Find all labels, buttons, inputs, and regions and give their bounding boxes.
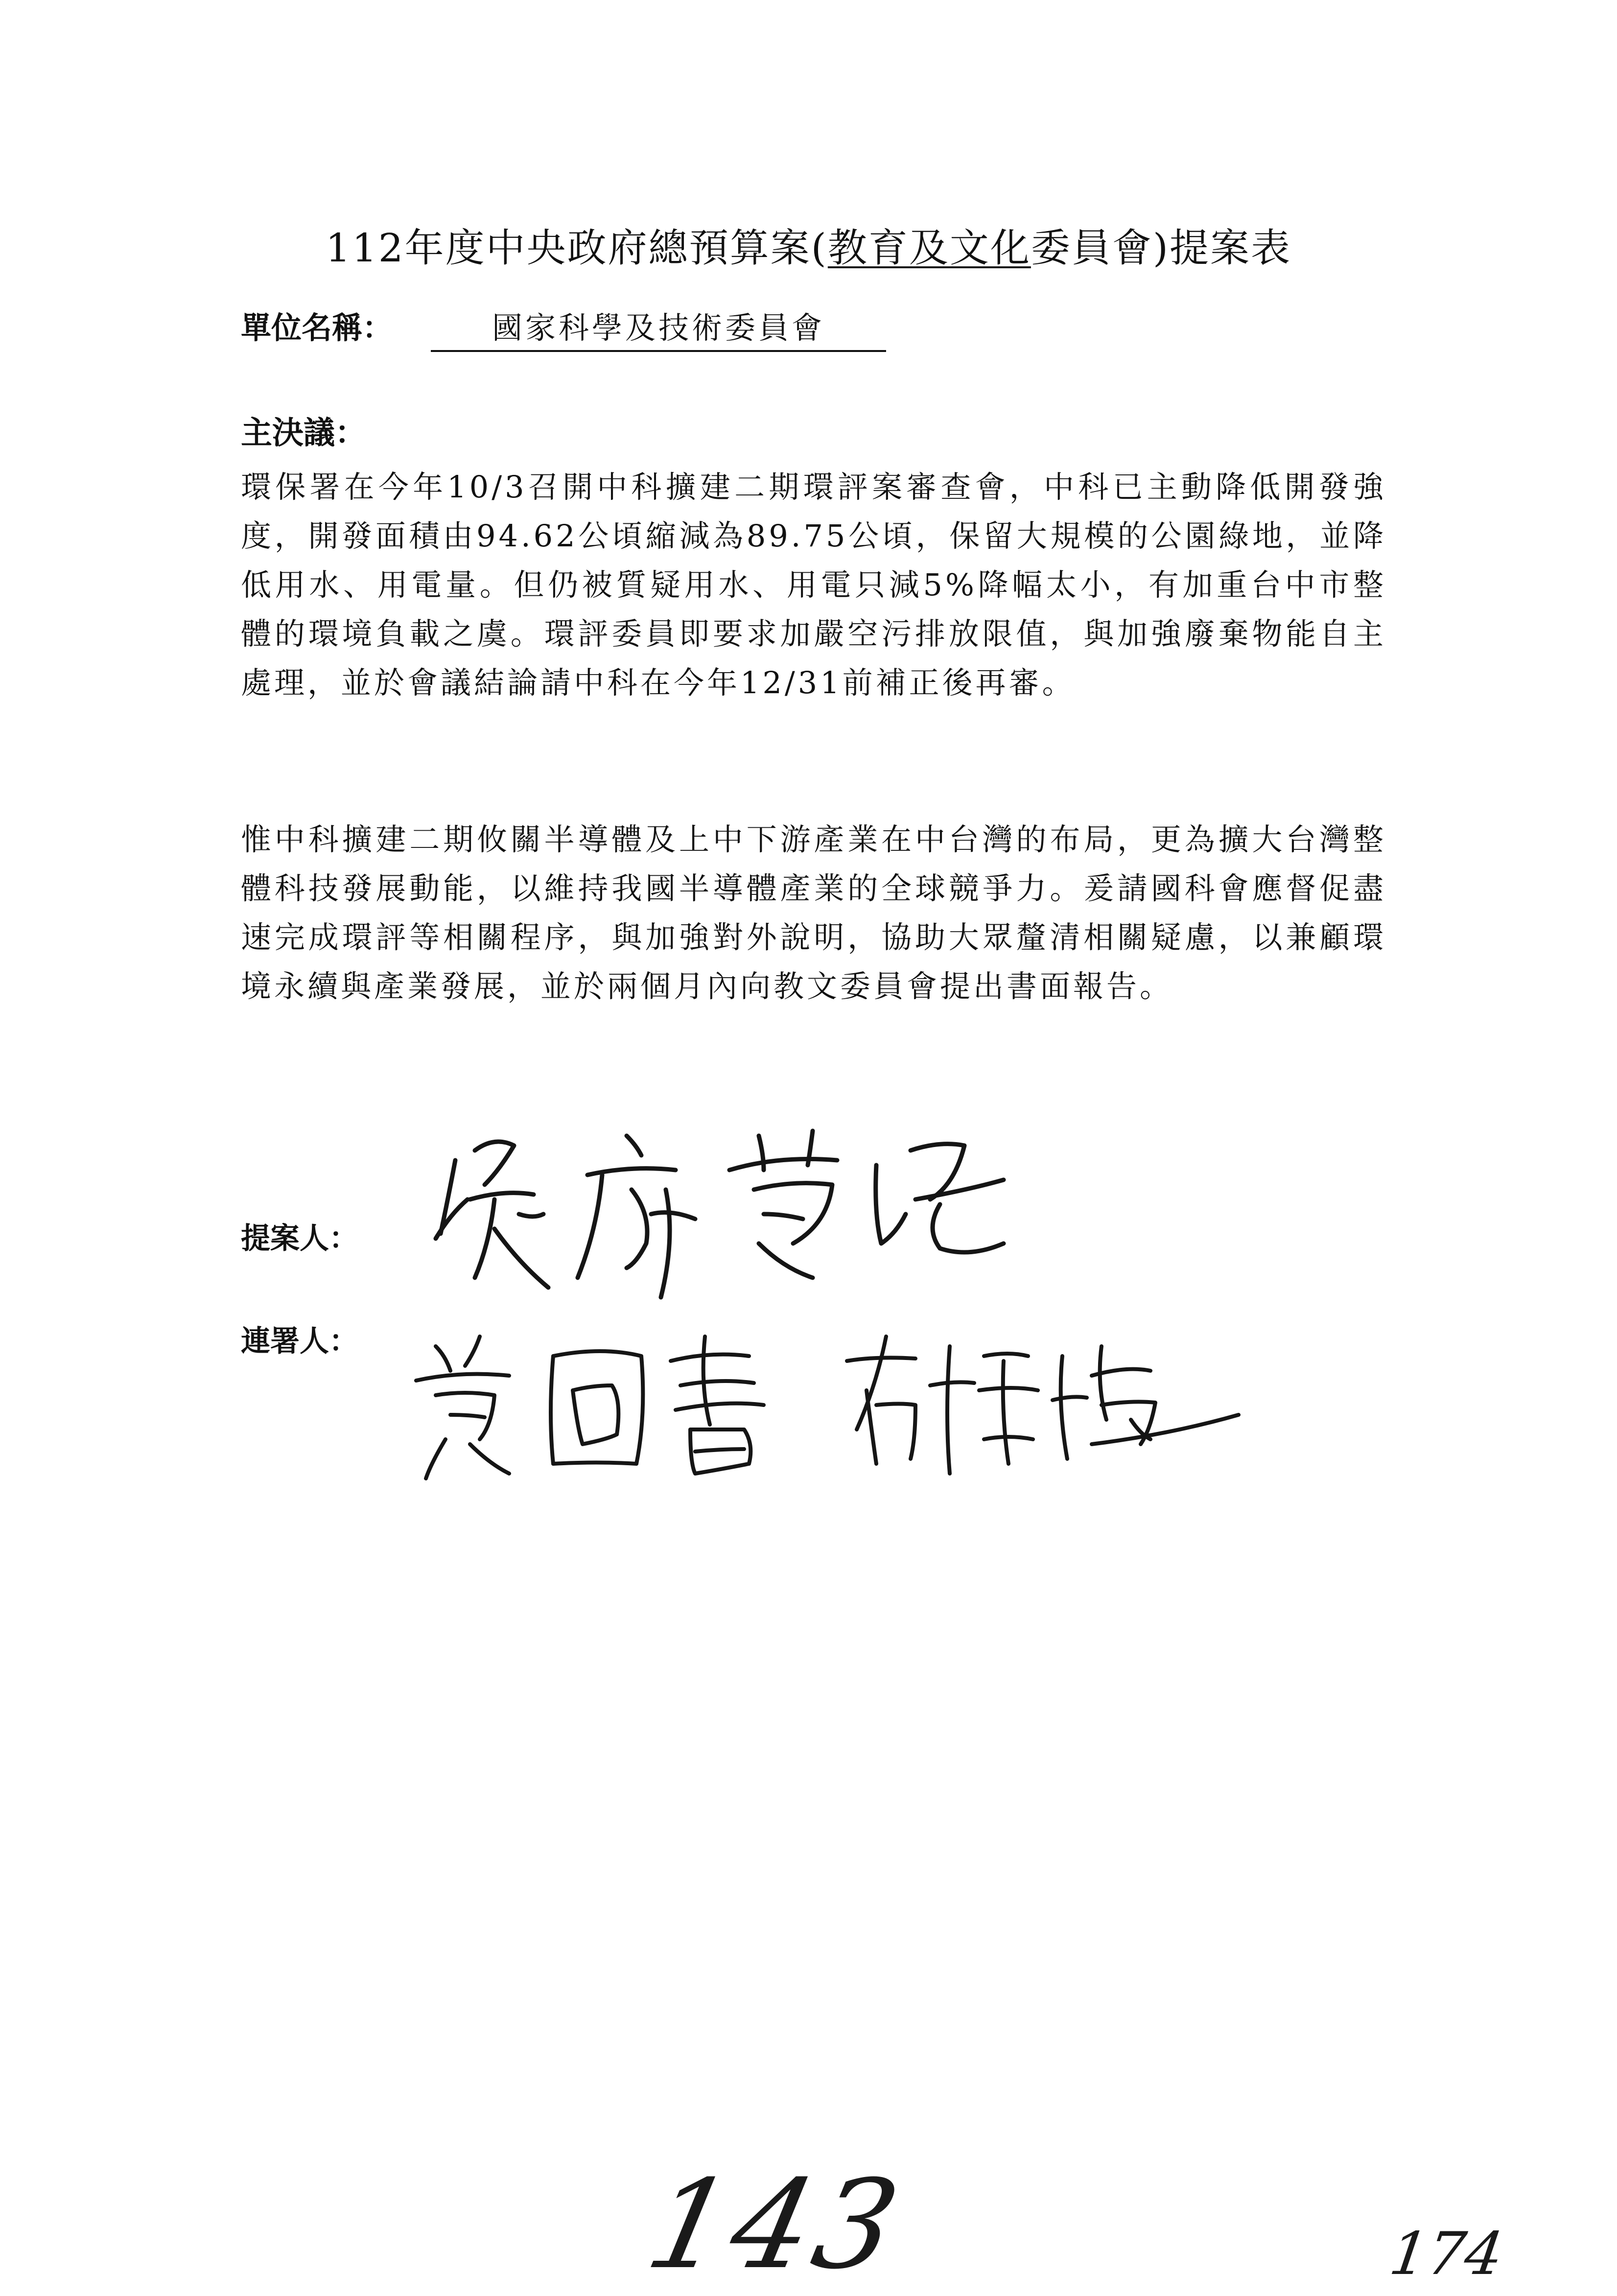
resolution-paragraph-2: 惟中科擴建二期攸關半導體及上中下游產業在中台灣的布局，更為擴大台灣整體科技發展動能，以維持我國半導體產業的全球競爭力。爰請國科會應督促盡速完成環評等相關程序，與加強對外說明，協助大眾釐清相關疑慮，以兼顧環境永續與產業發展，並於兩個月內向教文委員會提出書面報告。: [241, 821, 1386, 1004]
document-title: [0, 221, 1617, 275]
title-prefix: 112年度中央政府總預算案(: [325, 225, 828, 271]
handwritten-page-number: 143: [636, 2154, 915, 2296]
cosigner-signature: [406, 1317, 1288, 1503]
unit-name-label: 單位名稱：: [241, 310, 393, 346]
proposer-signature: [421, 1116, 1057, 1322]
cosigner-label: 連署人：: [241, 1324, 358, 1359]
unit-name-value: 國家科學及技術委員會: [431, 306, 886, 352]
handwritten-corner-number: 174: [1385, 2220, 1507, 2288]
main-resolution-label: 主決議：: [241, 415, 366, 451]
proposer-label: 提案人：: [241, 1221, 358, 1256]
title-suffix: 委員會)提案表: [1031, 225, 1292, 271]
title-committee-underlined: 教育及文化: [827, 225, 1031, 271]
resolution-paragraph-1: 環保署在今年10/3召開中科擴建二期環評案審查會，中科已主動降低開發強度，開發面積由94.62公頃縮減為89.75公頃，保留大規模的公園綠地，並降低用水、用電量。但仍被質疑用水、用電只減5%降幅太小，有加重台中市整體的環境負載之虞。環評委員即要求加嚴空污排放限值，與加強廢棄物能自主處理，並於會議結論請中科在今年12/31前補正後再審。: [241, 469, 1386, 701]
